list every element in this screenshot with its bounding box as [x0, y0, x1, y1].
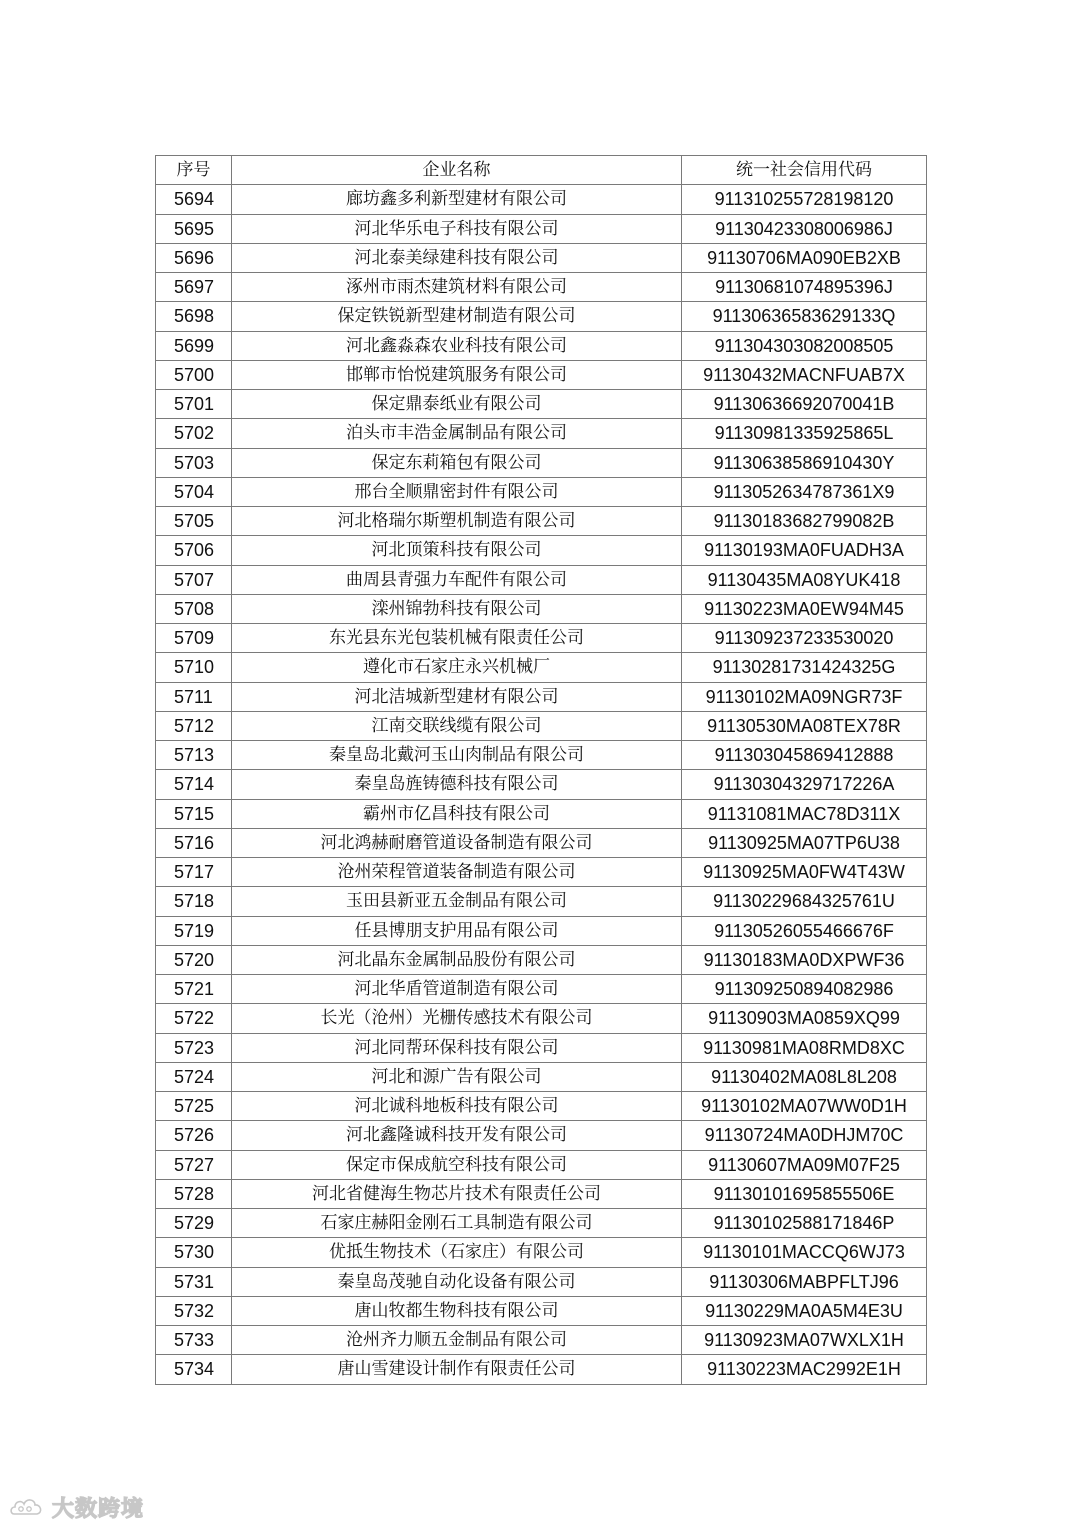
cell-company-name: 玉田县新亚五金制品有限公司 [232, 887, 682, 916]
table-row [156, 682, 927, 711]
cell-serial-number: 5727 [156, 1150, 232, 1179]
cell-credit-code: 91130183682799082B [682, 507, 927, 536]
cell-serial-number: 5729 [156, 1209, 232, 1238]
header-serial-number: 序号 [156, 156, 232, 185]
cell-serial-number: 5728 [156, 1179, 232, 1208]
cell-credit-code: 91130102MA09NGR73F [682, 682, 927, 711]
cell-credit-code: 91130724MA0DHJM70C [682, 1121, 927, 1150]
cell-serial-number: 5710 [156, 653, 232, 682]
table-row [156, 741, 927, 770]
cell-serial-number: 5699 [156, 331, 232, 360]
cell-credit-code: 911309250894082986 [682, 975, 927, 1004]
cell-credit-code: 91130223MA0EW94M45 [682, 594, 927, 623]
header-credit-code: 统一社会信用代码 [682, 156, 927, 185]
table-row [156, 1150, 927, 1179]
cell-credit-code: 91130432MACNFUAB7X [682, 360, 927, 389]
watermark-text: 大数跨境 [52, 1496, 145, 1522]
cell-company-name: 保定市保成航空科技有限公司 [232, 1150, 682, 1179]
cell-company-name: 江南交联线缆有限公司 [232, 711, 682, 740]
cell-credit-code: 91130607MA09M07F25 [682, 1150, 927, 1179]
cell-company-name: 石家庄赫阳金刚石工具制造有限公司 [232, 1209, 682, 1238]
cell-credit-code: 91130706MA090EB2XB [682, 243, 927, 272]
cell-company-name: 河北格瑞尔斯塑机制造有限公司 [232, 507, 682, 536]
cell-credit-code: 91130981MA08RMD8XC [682, 1033, 927, 1062]
cell-credit-code: 91130681074895396J [682, 273, 927, 302]
cell-serial-number: 5695 [156, 214, 232, 243]
cell-serial-number: 5734 [156, 1355, 232, 1384]
cell-credit-code: 91130306MABPFLTJ96 [682, 1267, 927, 1296]
cell-serial-number: 5717 [156, 858, 232, 887]
cell-credit-code: 91130435MA08YUK418 [682, 565, 927, 594]
cell-company-name: 廊坊鑫多利新型建材有限公司 [232, 185, 682, 214]
cell-credit-code: 91130526055466676F [682, 916, 927, 945]
table-row [156, 214, 927, 243]
cell-serial-number: 5726 [156, 1121, 232, 1150]
cell-company-name: 河北顶策科技有限公司 [232, 536, 682, 565]
watermark [8, 1490, 144, 1524]
table-row [156, 1179, 927, 1208]
table-row [156, 1062, 927, 1091]
table-row [156, 331, 927, 360]
cell-company-name: 长光（沧州）光栅传感技术有限公司 [232, 1004, 682, 1033]
table-row [156, 711, 927, 740]
table-row [156, 302, 927, 331]
cell-serial-number: 5705 [156, 507, 232, 536]
cell-company-name: 秦皇岛北戴河玉山肉制品有限公司 [232, 741, 682, 770]
cell-serial-number: 5697 [156, 273, 232, 302]
cell-serial-number: 5715 [156, 799, 232, 828]
cell-company-name: 遵化市石家庄永兴机械厂 [232, 653, 682, 682]
cell-company-name: 河北省健海生物芯片技术有限责任公司 [232, 1179, 682, 1208]
table-row [156, 507, 927, 536]
cell-company-name: 唐山雪建设计制作有限责任公司 [232, 1355, 682, 1384]
cell-serial-number: 5708 [156, 594, 232, 623]
cell-company-name: 滦州锦勃科技有限公司 [232, 594, 682, 623]
cell-company-name: 河北洁城新型建材有限公司 [232, 682, 682, 711]
cell-serial-number: 5706 [156, 536, 232, 565]
table-row [156, 1326, 927, 1355]
cell-company-name: 霸州市亿昌科技有限公司 [232, 799, 682, 828]
cell-serial-number: 5713 [156, 741, 232, 770]
cell-serial-number: 5725 [156, 1092, 232, 1121]
table-row [156, 1092, 927, 1121]
cell-serial-number: 5703 [156, 448, 232, 477]
cell-credit-code: 91130903MA0859XQ99 [682, 1004, 927, 1033]
cell-serial-number: 5704 [156, 477, 232, 506]
cell-company-name: 保定鼎泰纸业有限公司 [232, 390, 682, 419]
table-row [156, 770, 927, 799]
cell-serial-number: 5733 [156, 1326, 232, 1355]
cell-serial-number: 5696 [156, 243, 232, 272]
table-row [156, 273, 927, 302]
cell-serial-number: 5700 [156, 360, 232, 389]
table-row [156, 1267, 927, 1296]
cell-company-name: 曲周县青强力车配件有限公司 [232, 565, 682, 594]
table-row [156, 1355, 927, 1384]
table-row [156, 360, 927, 389]
cell-serial-number: 5732 [156, 1296, 232, 1325]
table-row [156, 1209, 927, 1238]
cell-credit-code: 91130229684325761U [682, 887, 927, 916]
table-row [156, 594, 927, 623]
cell-company-name: 任县博朋支护用品有限公司 [232, 916, 682, 945]
cell-company-name: 邢台全顺鼎密封件有限公司 [232, 477, 682, 506]
cell-serial-number: 5724 [156, 1062, 232, 1091]
cell-credit-code: 91130925MA0FW4T43W [682, 858, 927, 887]
cell-company-name: 唐山牧都生物科技有限公司 [232, 1296, 682, 1325]
table-row [156, 945, 927, 974]
table-row [156, 536, 927, 565]
table-row [156, 799, 927, 828]
cell-serial-number: 5731 [156, 1267, 232, 1296]
cell-company-name: 河北鸿赫耐磨管道设备制造有限公司 [232, 828, 682, 857]
table-row [156, 1296, 927, 1325]
cell-serial-number: 5702 [156, 419, 232, 448]
cell-credit-code: 91130981335925865L [682, 419, 927, 448]
cell-credit-code: 91130423308006986J [682, 214, 927, 243]
table-row [156, 1033, 927, 1062]
cell-serial-number: 5721 [156, 975, 232, 1004]
cell-credit-code: 91130281731424325G [682, 653, 927, 682]
cell-credit-code: 91130304329717226A [682, 770, 927, 799]
cell-company-name: 沧州齐力顺五金制品有限公司 [232, 1326, 682, 1355]
cell-credit-code: 91130402MA08L8L208 [682, 1062, 927, 1091]
cell-serial-number: 5711 [156, 682, 232, 711]
table-row [156, 390, 927, 419]
cell-company-name: 河北华盾管道制造有限公司 [232, 975, 682, 1004]
cell-credit-code: 91130223MAC2992E1H [682, 1355, 927, 1384]
cell-serial-number: 5723 [156, 1033, 232, 1062]
table-row [156, 975, 927, 1004]
table-row [156, 448, 927, 477]
table-row [156, 243, 927, 272]
cell-company-name: 泊头市丰浩金属制品有限公司 [232, 419, 682, 448]
enterprise-table [155, 155, 927, 1385]
header-company-name: 企业名称 [232, 156, 682, 185]
table-row [156, 828, 927, 857]
cell-serial-number: 5730 [156, 1238, 232, 1267]
cell-credit-code: 91130923MA07WXLX1H [682, 1326, 927, 1355]
cell-company-name: 河北华乐电子科技有限公司 [232, 214, 682, 243]
table-row [156, 624, 927, 653]
cell-serial-number: 5709 [156, 624, 232, 653]
cell-serial-number: 5712 [156, 711, 232, 740]
cell-credit-code: 91130636692070041B [682, 390, 927, 419]
cell-serial-number: 5716 [156, 828, 232, 857]
cell-company-name: 河北晶东金属制品股份有限公司 [232, 945, 682, 974]
cell-credit-code: 91130102588171846P [682, 1209, 927, 1238]
cell-credit-code: 91130925MA07TP6U38 [682, 828, 927, 857]
cell-company-name: 秦皇岛旌铸德科技有限公司 [232, 770, 682, 799]
table-body [156, 185, 927, 1384]
table-row [156, 916, 927, 945]
cell-serial-number: 5718 [156, 887, 232, 916]
cell-company-name: 涿州市雨杰建筑材料有限公司 [232, 273, 682, 302]
cell-credit-code: 91131081MAC78D311X [682, 799, 927, 828]
cell-credit-code: 91130101MACCQ6WJ73 [682, 1238, 927, 1267]
cell-company-name: 秦皇岛茂驰自动化设备有限公司 [232, 1267, 682, 1296]
cell-credit-code: 911303045869412888 [682, 741, 927, 770]
cell-company-name: 河北鑫隆诚科技开发有限公司 [232, 1121, 682, 1150]
table-row [156, 477, 927, 506]
cell-serial-number: 5701 [156, 390, 232, 419]
table-row [156, 1004, 927, 1033]
cell-company-name: 沧州荣程管道装备制造有限公司 [232, 858, 682, 887]
cell-credit-code: 91130638586910430Y [682, 448, 927, 477]
table-row [156, 653, 927, 682]
cell-credit-code: 911309237233530020 [682, 624, 927, 653]
table-row [156, 1238, 927, 1267]
cell-credit-code: 91130193MA0FUADH3A [682, 536, 927, 565]
cell-serial-number: 5694 [156, 185, 232, 214]
cell-credit-code: 91130183MA0DXPWF36 [682, 945, 927, 974]
cell-serial-number: 5720 [156, 945, 232, 974]
cell-serial-number: 5714 [156, 770, 232, 799]
cell-company-name: 东光县东光包装机械有限责任公司 [232, 624, 682, 653]
table-header-row [156, 156, 927, 185]
table-row [156, 1121, 927, 1150]
cell-credit-code: 9113052634787361X9 [682, 477, 927, 506]
cell-company-name: 河北同帮环保科技有限公司 [232, 1033, 682, 1062]
cell-serial-number: 5719 [156, 916, 232, 945]
cell-company-name: 河北鑫淼森农业科技有限公司 [232, 331, 682, 360]
cell-credit-code: 911310255728198120 [682, 185, 927, 214]
cell-company-name: 邯郸市怡悦建筑服务有限公司 [232, 360, 682, 389]
cell-company-name: 保定东莉箱包有限公司 [232, 448, 682, 477]
cell-company-name: 保定铁锐新型建材制造有限公司 [232, 302, 682, 331]
cell-credit-code: 911304303082008505 [682, 331, 927, 360]
cell-serial-number: 5722 [156, 1004, 232, 1033]
cell-credit-code: 91130636583629133Q [682, 302, 927, 331]
cell-serial-number: 5707 [156, 565, 232, 594]
table-row [156, 565, 927, 594]
table-row [156, 887, 927, 916]
cell-credit-code: 91130102MA07WW0D1H [682, 1092, 927, 1121]
table-row [156, 185, 927, 214]
cell-credit-code: 91130101695855506E [682, 1179, 927, 1208]
table-row [156, 858, 927, 887]
cloud-logo-icon [8, 1492, 48, 1522]
cell-credit-code: 91130530MA08TEX78R [682, 711, 927, 740]
cell-credit-code: 91130229MA0A5M4E3U [682, 1296, 927, 1325]
table-row [156, 419, 927, 448]
cell-company-name: 优抵生物技术（石家庄）有限公司 [232, 1238, 682, 1267]
cell-company-name: 河北泰美绿建科技有限公司 [232, 243, 682, 272]
cell-serial-number: 5698 [156, 302, 232, 331]
cell-company-name: 河北和源广告有限公司 [232, 1062, 682, 1091]
cell-company-name: 河北诚科地板科技有限公司 [232, 1092, 682, 1121]
